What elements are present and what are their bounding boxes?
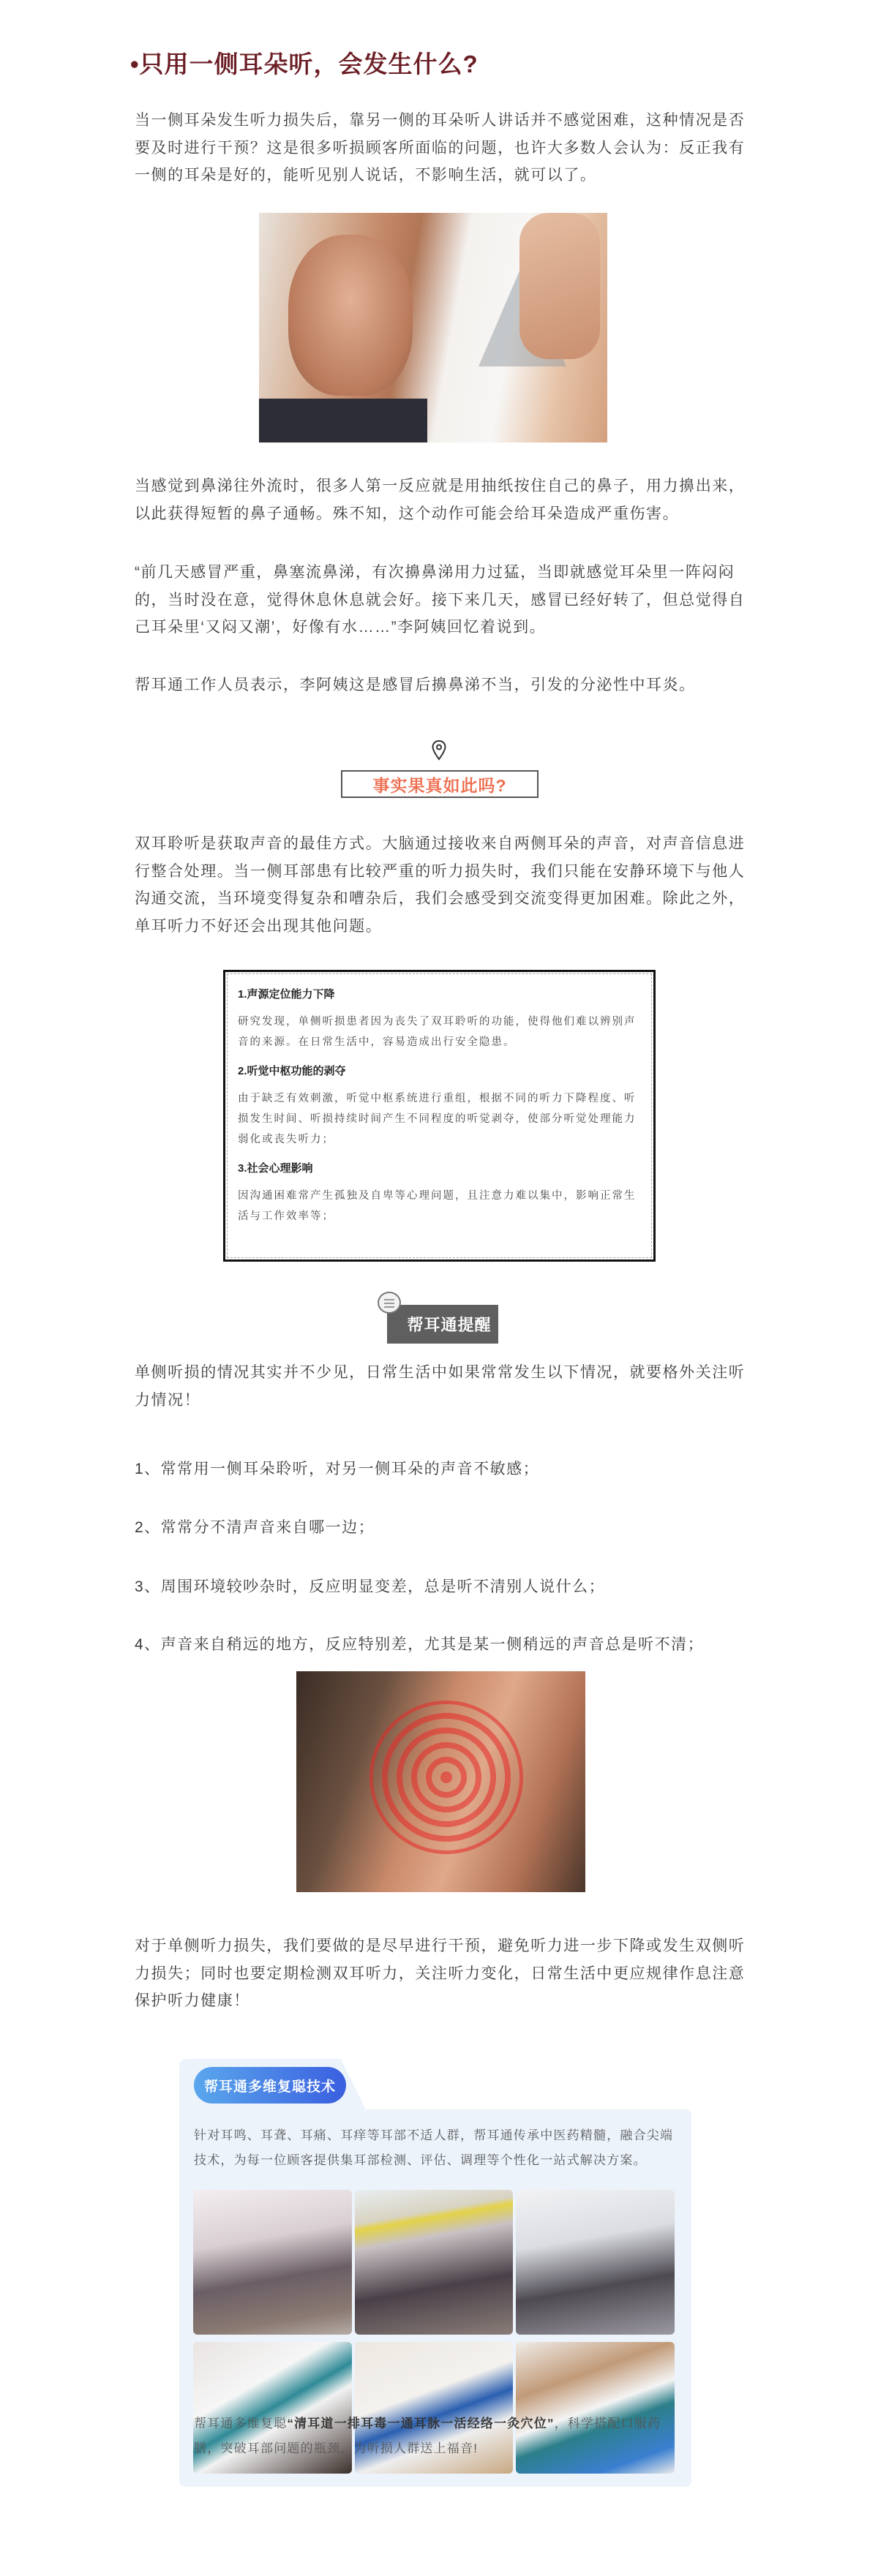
sign-item: 4、声音来自稍远的地方，反应特别差，尤其是某一侧稍远的声音总是听不清； [135,1636,705,1653]
reminder-label: 帮耳通提醒 [387,1305,498,1344]
binaural-paragraph: 双耳聆听是获取声音的最佳方式。大脑通过接收来自两侧耳朵的声音，对声音信息进行整合处理。当一侧耳部患有比较严重的听力损失时，我们只能在安静环境下与他人沟通交流，当环境变得复杂和嘈杂后，我们会感受到交流变得更加困难。除此之外，单耳听力不好还会出现其他问题。 [135,835,746,935]
intro-paragraph: 当一侧耳朵发生听力损失后，靠另一侧的耳朵听人讲话并不感觉困难，这种情况是否要及时进行干预？这是很多听损顾客所面临的问题，也许大多数人会认为：反正我有一侧的耳朵是好的，能听见别人说话，不影响生活，就可以了。 [135,112,746,184]
footer-bold: “清耳道一排耳毒一通耳脉一活经络一灸穴位” [287,2417,555,2430]
problem-heading: 1.声源定位能力下降 [238,988,335,1001]
advice-paragraph: 对于单侧听力损失，我们要做的是尽早进行干预，避免听力进一步下降或发生双侧听力损失；同时也要定期检测双耳听力，关注听力变化，日常生活中更应规律作息注意保护听力健康！ [135,1937,746,2009]
sign-item: 1、常常用一侧耳朵聆听，对另一侧耳朵的声音不敏感； [135,1461,540,1477]
waiting-area-photo [516,2190,675,2335]
clinic-lobby-photo [355,2190,514,2335]
problem-text: 由于缺乏有效刺激，听觉中枢系统进行重组，根据不同的听力下降程度、听损发生时间、听损持续时间产生不同程度的听觉剥夺，使部分听觉处理能力弱化或丧失听力； [238,1093,637,1145]
problem-text: 因沟通困难常产生孤独及自卑等心理问题，且注意力难以集中，影响正常生活与工作效率等； [238,1190,637,1222]
sign-item: 3、周围环境较吵杂时，反应明显变差，总是听不清别人说什么； [135,1578,606,1595]
nose-paragraph: 当感觉到鼻涕往外流时，很多人第一反应就是用抽纸按住自己的鼻子，用力擤出来，以此获得短暂的鼻子通畅。殊不知，这个动作可能会给耳朵造成严重伤害。 [135,478,746,522]
quote-paragraph: “前几天感冒严重，鼻塞流鼻涕，有次擤鼻涕用力过猛，当即就感觉耳朵里一阵闷闷的，当时没在意，觉得休息休息就会好。接下来几天，感冒已经好转了，但总觉得自己耳朵里‘又闷又潮’，好像有水……”李阿姨回忆着说到。 [135,564,746,636]
speech-bubble-icon [378,1292,401,1314]
location-pin-icon [432,740,446,761]
footer-suffix: ，科学搭配口服药膳，突破耳部问题的瓶颈，为听损人群送上福音! [194,2417,661,2455]
section-heading: •只用一侧耳朵听，会发生什么? [130,50,479,78]
staff-paragraph: 帮耳通工作人员表示，李阿姨这是感冒后擤鼻涕不当，引发的分泌性中耳炎。 [135,677,696,693]
clinic-crowd-photo [193,2190,352,2335]
footer-prefix: 帮耳通多维复聪 [194,2417,288,2430]
common-paragraph: 单侧听损的情况其实并不少见，日常生活中如果常常发生以下情况，就要格外关注听力情况！ [135,1364,746,1409]
ear-pain-image [296,1671,585,1892]
card-title-pill: 帮耳通多维复聪技术 [194,2067,346,2104]
card-footer [194,2411,677,2461]
problem-heading: 3.社会心理影响 [238,1162,313,1175]
problem-heading: 2.听觉中枢功能的剥夺 [238,1065,346,1077]
fact-check-label: 事实果真如此吗? [341,770,539,798]
problems-box [223,970,656,1262]
problem-text: 研究发现，单侧听损患者因为丧失了双耳聆听的功能，使得他们难以辨别声音的来源。在日常生活中，容易造成出行安全隐患。 [238,1016,637,1048]
card-intro: 针对耳鸣、耳聋、耳痛、耳痒等耳部不适人群，帮耳通传承中医药精髓，融合尖端技术，为每一位顾客提供集耳部检测、评估、调理等个性化一站式解决方案。 [194,2128,674,2167]
man-covering-ear-image [259,213,607,442]
sign-item: 2、常常分不清声音来自哪一边； [135,1519,375,1536]
